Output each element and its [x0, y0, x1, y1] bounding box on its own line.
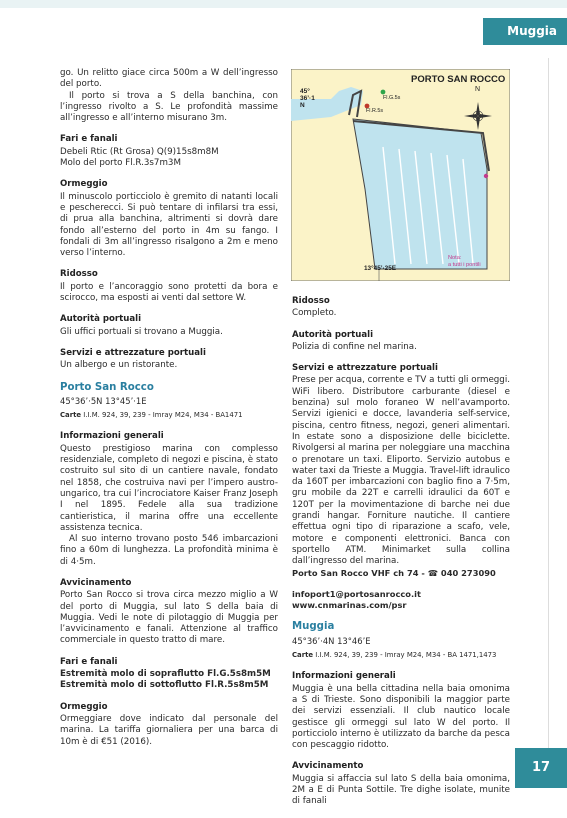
- section-header-tab: Muggia: [483, 18, 567, 45]
- fari-2-line-2: Estremità molo di sottoflutto Fl.R.5s8m5M: [60, 680, 269, 691]
- harbour-map-drawing: [291, 69, 510, 281]
- contact-vhf-phone: Porto San Rocco VHF ch 74 - ☎ 040 273090: [292, 567, 496, 578]
- map-note-line-2: a tutti i pontili: [448, 261, 481, 268]
- porto-san-rocco-title: Porto San Rocco: [60, 381, 154, 393]
- autorita-2-text: Polizia di confine nel marina.: [292, 341, 417, 352]
- servizi-heading: Servizi e attrezzature portuali: [60, 347, 206, 358]
- map-lat-deg: 45°: [300, 88, 310, 95]
- servizi-text: Un albergo e un ristorante.: [60, 360, 178, 371]
- map-north-label: N: [475, 86, 481, 93]
- map-note-line-1: Nota:: [448, 255, 462, 261]
- autorita-heading: Autorità portuali: [60, 314, 142, 325]
- info-paragraph-2: Al suo interno trovano posto 546 imbarcazioni fino a 60m di lunghezza. La profondità minima è di 4·5m.: [60, 534, 278, 567]
- map-title: PORTO SAN ROCCO: [411, 74, 506, 85]
- fuel-marker: [484, 174, 488, 178]
- map-light-red-label: Fl.R.5s: [366, 108, 384, 114]
- info-heading: Informazioni generali: [60, 431, 164, 442]
- fari-2-line-1: Estremità molo di sopraflutto Fl.G.5s8m5M: [60, 669, 271, 680]
- green-light-marker: [381, 90, 386, 95]
- ridosso-2-heading: Ridosso: [292, 296, 330, 306]
- charts-label: Carte: [60, 411, 82, 420]
- fari-2-heading: Fari e fanali: [60, 656, 118, 667]
- fari-heading: Fari e fanali: [60, 134, 118, 145]
- avvicinamento-text: Porto San Rocco si trova circa mezzo miglio a W del porto di Muggia, sul lato S della baia di Muggia. Vedi le note di pilotaggio di Muggia per l’avvicinamento e fanali. Attenzione al traffico commerciale in questo tratto di mare.: [60, 590, 278, 646]
- intro-paragraph-1: go. Un relitto giace circa 500m a W dell’ingresso del porto.: [60, 68, 278, 90]
- map-lat-dir: N: [300, 102, 305, 109]
- muggia-info-text: Muggia è una bella cittadina nella baia omonima a S di Trieste. Sono disponibili la maggior parte dei servizi essenziali. Il club nautico locale gestisce gli ormeggi sul lato W del porto. Il porticciolo interno è utilizzato da barche da pesca con pescaggio ridotto.: [292, 683, 510, 751]
- ridosso-heading: Ridosso: [60, 269, 98, 280]
- fari-line-1: Debeli Rtic (Rt Grosa) Q(9)15s8m8M: [60, 146, 219, 157]
- ridosso-text: Il porto e l’ancoraggio sono protetti da bora e scirocco, ma esposti ai venti dal settore W.: [60, 281, 278, 304]
- map-lat-min: 36’·1: [300, 95, 315, 102]
- ridosso-2-text: Completo.: [292, 308, 337, 319]
- map-longitude: 13°45’·25E: [364, 265, 397, 272]
- map-light-green-label: Fl.G.5s: [383, 95, 401, 101]
- map-latitude: [300, 88, 315, 109]
- servizi-2-heading: Servizi e attrezzature portuali: [292, 363, 438, 374]
- muggia-charts-list: I.I.M. 924, 39, 239 - Imray M24, M34 - BA 1471,1473: [315, 651, 497, 660]
- intro-paragraph-2: Il porto si trova a S della banchina, con l’ingresso rivolto a S. Le profondità massime all’ingresso e all’interno misurano 3m.: [60, 90, 278, 124]
- ormeggio-2-heading: Ormeggio: [60, 701, 108, 712]
- muggia-info-heading: Informazioni generali: [292, 671, 396, 682]
- muggia-charts-label: Carte: [292, 651, 314, 660]
- porto-san-rocco-coordinates: 45°36’·5N 13°45’·1E: [60, 395, 147, 406]
- porto-san-rocco-charts: [60, 410, 278, 421]
- map-note: [448, 255, 481, 269]
- muggia-avvicinamento-text: Muggia si affaccia sul lato S della baia omonima, 2M a E di Punta Sottile. Tre dighe isolate, munite di fanali: [292, 773, 510, 807]
- ormeggio-heading: Ormeggio: [60, 179, 108, 190]
- muggia-charts: [292, 650, 510, 661]
- left-column: [60, 68, 278, 758]
- servizi-2-text: Prese per acqua, corrente e TV a tutti gli ormeggi. WiFi libero. Distributore carburante (diesel e benzina) sul molo foraneo W nell’avamporto. Servizi igienici e docce, lavanderia self-service, piscina, centro fitness, negozi, generi alimentari. In estate sono a disposizione delle biciclette. Rivolgersi al marina per noleggiare una macchina o prenotare un taxi. Eliporto. Servizio autobus e water taxi da Trieste a Muggia. Travel-lift idraulico da 160T per imbarcazioni con baglio fino a 7·5m, gru mobile da 22T e carrelli idraulici da 60T e 120T per la movimentazione di barche nei due grandi hangar. Forniture nautiche. Il cantiere effettua ogni tipo di riparazione a scafo, vele, motore e componenti elettronici. Banca con sportello ATM. Minimarket sulla collina dall’ingresso del marina.: [292, 375, 510, 567]
- charts-list: I.I.M. 924, 39, 239 - Imray M24, M34 - BA1471: [83, 411, 243, 420]
- avvicinamento-heading: Avvicinamento: [60, 577, 132, 588]
- right-column: [292, 296, 510, 818]
- muggia-coordinates: 45°36’·4N 13°46’E: [292, 635, 371, 646]
- page-number: 17: [515, 748, 567, 788]
- info-paragraph-1: Questo prestigioso marina con complesso residenziale, completo di negozi e piscina, è stato costruito sul sito di un cantiere navale, fondato nel 1858, che costruiva navi per l’impero austro-ungarico, tra cui l’incrociatore Kaiser Franz Joseph I nel 1895. Fedele alla sua tradizione cantieristica, il marina offre una eccellente assistenza tecnica.: [60, 443, 278, 533]
- top-band: [0, 0, 567, 8]
- autorita-text: Gli uffici portuali si trovano a Muggia.: [60, 326, 223, 337]
- side-divider: [548, 58, 549, 748]
- fari-line-2: Molo del porto Fl.R.3s7m3M: [60, 158, 181, 169]
- ormeggio-text: Il minuscolo porticciolo è gremito di natanti locali e pescherecci. Si può tentare di infilarsi tra essi, di prua alla banchina, altrimenti si dovrà dare fondo all’esterno del porto in 4m su fango. I fondali di 3m all’ingresso risalgono a 2m e meno verso l’interno.: [60, 191, 278, 259]
- muggia-title: Muggia: [292, 621, 335, 633]
- autorita-2-heading: Autorità portuali: [292, 329, 374, 340]
- contact-email-web[interactable]: infoport1@portosanrocco.it www.cnmarinas.com/psr: [292, 588, 421, 611]
- ormeggio-2-text: Ormeggiare dove indicato dal personale del marina. La tariffa giornaliera per una barca di 10m è di €51 (2016).: [60, 713, 278, 747]
- harbour-map: [291, 69, 510, 281]
- muggia-avvicinamento-heading: Avvicinamento: [292, 761, 364, 772]
